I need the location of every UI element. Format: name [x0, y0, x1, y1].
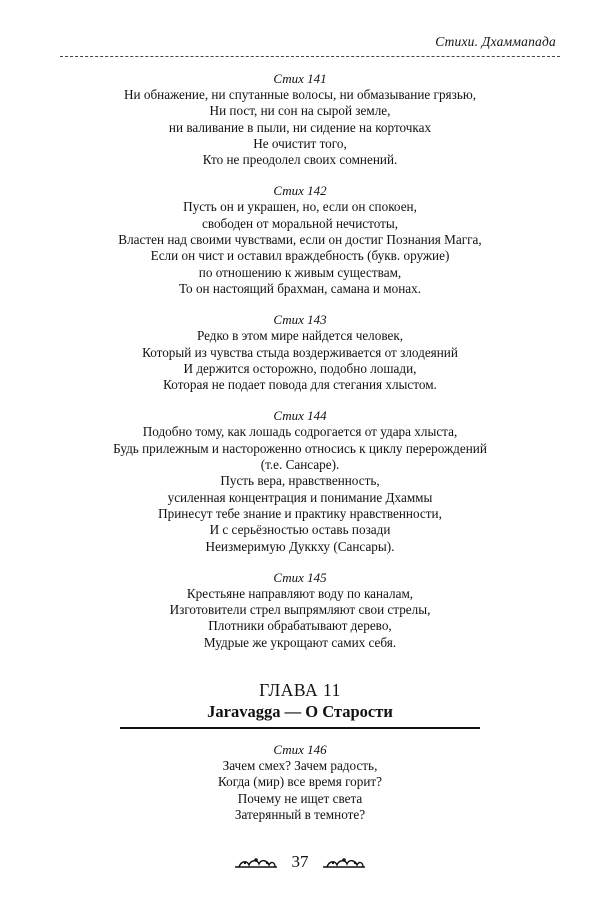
chapter-subtitle: Jaravagga — О Старости: [207, 702, 393, 722]
verse-line: Неизмеримую Дуккху (Сансары).: [205, 538, 395, 554]
page-footer: [0, 852, 600, 872]
verse-line: То он настоящий брахман, самана и монах.: [178, 280, 422, 296]
verse-145: [40, 569, 560, 651]
verse-line: Ни обнажение, ни спутанные волосы, ни обмазывание грязью,: [123, 87, 476, 102]
verse-line: Пусть вера, нравственность,: [220, 473, 380, 489]
verse-146: [40, 741, 560, 823]
verse-144: [40, 407, 560, 554]
ornament-right-icon: [321, 856, 367, 870]
verse-title: Стих 146: [273, 742, 327, 758]
verse-title: Стих 144: [273, 408, 327, 424]
verse-line: Властен над своими чувствами, если он достиг Познания Магга,: [118, 232, 482, 248]
verse-line: Пусть он и украшен, но, если он спокоен,: [183, 199, 417, 215]
verse-line: ни валивание в пыли, ни сидение на корточках: [168, 119, 432, 135]
verse-line: Ни пост, ни сон на сырой земле,: [209, 103, 391, 119]
verse-title: Стих 141: [273, 71, 327, 86]
verse-line: по отношению к живым существам,: [198, 264, 402, 280]
verse-title: Стих 145: [273, 569, 327, 585]
verse-line: усиленная концентрация и понимание Дхаммы: [167, 489, 433, 505]
page-content: [40, 70, 560, 837]
verse-141: [40, 70, 560, 168]
verse-title: Стих 142: [273, 183, 327, 199]
verse-line: Если он чист и оставил враждебность (букв. оружие): [150, 248, 450, 264]
verse-142: [40, 182, 560, 297]
page-number: 37: [291, 852, 309, 871]
verse-line: Когда (мир) все время горит?: [217, 774, 383, 790]
running-header: Стихи. Дхаммапада: [435, 34, 556, 49]
verse-line: Затерянный в темноте?: [234, 806, 366, 822]
verse-line: Подобно тому, как лошадь содрогается от удара хлыста,: [142, 424, 458, 440]
verse-line: Будь прилежным и настороженно относись к циклу перерождений: [113, 440, 487, 456]
verse-line: (т.е. Сансаре).: [260, 457, 340, 473]
verse-line: свободен от моральной нечистоты,: [201, 215, 399, 231]
verse-143: [40, 311, 560, 393]
verse-line: Почему не ищет света: [237, 790, 363, 806]
verse-line: Зачем смех? Зачем радость,: [222, 758, 378, 774]
verse-line: Кто не преодолел своих сомнений.: [202, 152, 398, 168]
verse-title: Стих 143: [273, 312, 327, 328]
ornament-left-icon: [233, 856, 279, 870]
chapter-title: ГЛАВА 11: [259, 680, 341, 701]
header-divider: [60, 56, 560, 57]
subtitle-underline: [120, 727, 480, 729]
verse-line: И с серьёзностью оставь позади: [209, 522, 391, 538]
verse-line: Мудрые же укрощают самих себя.: [203, 634, 397, 650]
verse-line: Крестьяне направляют воду по каналам,: [186, 585, 414, 601]
verse-line: Которая не подает повода для стегания хлыстом.: [163, 377, 437, 393]
verse-line: И держится осторожно, подобно лошади,: [183, 360, 417, 376]
verse-line: Изготовители стрел выпрямляют свои стрелы,: [169, 602, 431, 618]
verse-line: Редко в этом мире найдется человек,: [196, 328, 404, 344]
verse-line: Плотники обрабатывают дерево,: [208, 618, 392, 634]
verse-line: Не очистит того,: [253, 135, 347, 151]
verse-line: Принесут тебе знание и практику нравственности,: [158, 505, 442, 521]
verse-line: Который из чувства стыда воздерживается от злодеяний: [142, 344, 458, 360]
